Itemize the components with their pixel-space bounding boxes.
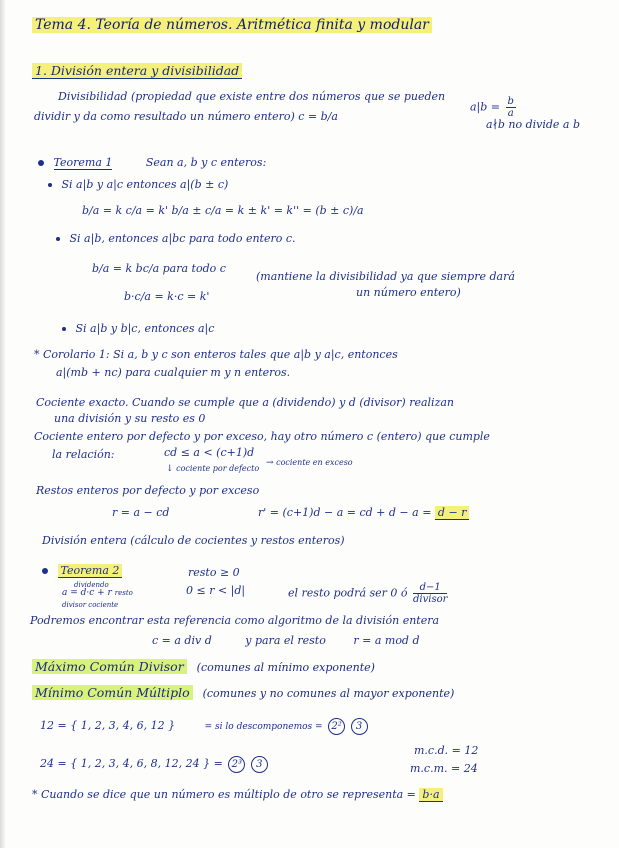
mcm-description: (comunes y no comunes al mayor exponente) — [202, 687, 455, 700]
mcm-heading — [32, 686, 454, 701]
t1-case-2-note-1: (mantiene la divisibilidad ya que siempre dará — [256, 270, 515, 283]
theorem-1-heading — [38, 156, 266, 170]
t1-case-2-equation-1: b/a = k bc/a para todo c — [92, 262, 226, 275]
t2-tag-dividend: dividendo — [74, 581, 109, 589]
label-default-quotient — [166, 462, 259, 476]
divisibility-line-1: Divisibilidad (propiedad que existe entre dos números que se pueden — [58, 90, 446, 103]
bullet-icon — [42, 568, 48, 574]
factor-circle: 2³ — [228, 756, 245, 773]
algorithm-line-1: Podremos encontrar esta referencia como algoritmo de la división entera — [30, 614, 440, 627]
fraction-denominator: a — [507, 108, 514, 119]
t2-condition-1: resto ≥ 0 — [188, 566, 240, 579]
t1-case-1-text: Si a|b y a|c entonces a|(b ± c) — [61, 178, 229, 191]
algorithm-mid: y para el resto — [245, 634, 326, 647]
exact-quotient-line-2: una división y su resto es 0 — [54, 412, 206, 425]
theorem-2-heading — [42, 564, 122, 578]
label-excess-quotient — [266, 456, 353, 470]
exact-quotient-line-1: Cociente exacto. Cuando se cumple que a (dividendo) y d (divisor) realizan — [36, 396, 455, 409]
example-12 — [40, 718, 368, 735]
t2-condition-2: 0 ≤ r < |d| — [186, 584, 246, 597]
t1-case-3 — [62, 322, 214, 336]
t1-case-1-equation: b/a = k c/a = k' b/a ± c/a = k ± k' = k'' = (b ± c)/a — [82, 204, 364, 217]
algorithm-eq-1: c = a div d — [152, 634, 212, 647]
label-default-text: cociente por defecto — [176, 464, 260, 473]
example-24 — [40, 756, 268, 773]
relation-formula: cd ≤ a < (c+1)d — [164, 446, 255, 459]
page-title — [32, 18, 432, 32]
t1-case-3-text: Si a|b y b|c, entonces a|c — [75, 322, 215, 335]
final-note-result: b·a — [419, 788, 442, 802]
factor-circle: 3 — [351, 718, 368, 735]
mcd-label: Máximo Común Divisor — [32, 659, 187, 674]
a-divides-b-text: a|b = — [470, 100, 501, 114]
algorithm-line-2 — [152, 634, 420, 648]
t2-formula-text: a = d·c + r — [62, 588, 112, 598]
algorithm-eq-2: r = a mod d — [353, 634, 420, 647]
bullet-icon — [48, 183, 52, 187]
arrow-down-icon: ↓ — [166, 464, 174, 474]
fraction-numerator: b — [507, 96, 514, 107]
t1-case-2 — [56, 232, 296, 246]
factor-circle: 2² — [328, 718, 345, 735]
bullet-icon — [56, 237, 60, 241]
remainders-title: Restos enteros por defecto y por exceso — [36, 484, 260, 497]
page-edge-shadow — [0, 0, 6, 848]
t2-remark-fraction — [413, 582, 447, 605]
final-note — [32, 788, 443, 802]
mcd-heading — [32, 660, 375, 675]
default-excess-line-1: Cociente entero por defecto y por exceso, hay otro número c (entero) que cumple — [34, 430, 490, 443]
a-divides-b-fraction — [506, 96, 516, 119]
t1-case-2-equation-2: b·c/a = k·c = k' — [124, 290, 210, 303]
t1-case-1 — [48, 178, 228, 192]
factor-circle: 3 — [251, 756, 268, 773]
corollary-line-2: a|(mb + nc) para cualquier m y n enteros. — [56, 366, 291, 379]
theorem-1-label: Teorema 1 — [53, 156, 113, 169]
theorem-2-label: Teorema 2 — [58, 564, 123, 578]
bullet-icon — [62, 327, 66, 331]
t1-case-2-note-2: un número entero) — [356, 286, 461, 299]
page-title-text: Tema 4. Teoría de números. Aritmética finita y modular — [32, 17, 432, 33]
a-divides-b — [470, 96, 518, 119]
t1-case-2-text: Si a|b, entonces a|bc para todo entero c. — [69, 232, 296, 245]
label-excess-text: cociente en exceso — [276, 458, 353, 467]
remainders-eq-2-text: r' = (c+1)d − a = cd + d − a = — [258, 506, 432, 519]
section-1-text: 1. División entera y divisibilidad — [32, 63, 242, 79]
remainders-eq-1: r = a − cd — [112, 506, 170, 519]
mcm-result: m.c.m. = 24 — [410, 762, 478, 775]
section-1-heading — [32, 64, 242, 78]
example-12-set: 12 = { 1, 2, 3, 4, 6, 12 } — [40, 719, 176, 732]
t2-tag-resto: resto — [114, 589, 133, 597]
example-24-set: 24 = { 1, 2, 3, 4, 6, 8, 12, 24 } = — [40, 757, 223, 770]
arrow-right-icon: → — [266, 458, 274, 468]
bullet-icon — [38, 160, 44, 166]
t2-remark — [288, 582, 449, 605]
t2-tag-divisor-cociente: divisor cociente — [62, 601, 119, 609]
t2-remark-text: el resto podrá ser 0 ó — [288, 586, 408, 600]
mcd-result: m.c.d. = 12 — [414, 744, 479, 757]
mcd-description: (comunes al mínimo exponente) — [196, 661, 375, 674]
theorem-1-text: Sean a, b y c enteros: — [145, 156, 267, 169]
fraction-denominator: divisor — [413, 594, 448, 605]
a-not-divides-b: a∤b no divide a b — [486, 118, 580, 131]
fraction-numerator: d−1 — [413, 582, 447, 594]
corollary-line-1: * Corolario 1: Si a, b y c son enteros tales que a|b y a|c, entonces — [34, 348, 398, 361]
remainders-eq-2 — [258, 506, 469, 520]
integer-division: División entera (cálculo de cocientes y restos enteros) — [42, 534, 345, 547]
divisibility-line-2: dividir y da como resultado un número entero) c = b/a — [34, 110, 338, 123]
final-note-text: * Cuando se dice que un número es múltiplo de otro se representa = — [32, 788, 416, 801]
example-12-note: = si lo descomponemos = — [204, 722, 323, 732]
remainders-result: d − r — [435, 506, 470, 520]
mcm-label: Mínimo Común Múltiplo — [32, 685, 193, 700]
default-excess-line-2: la relación: — [52, 448, 115, 461]
